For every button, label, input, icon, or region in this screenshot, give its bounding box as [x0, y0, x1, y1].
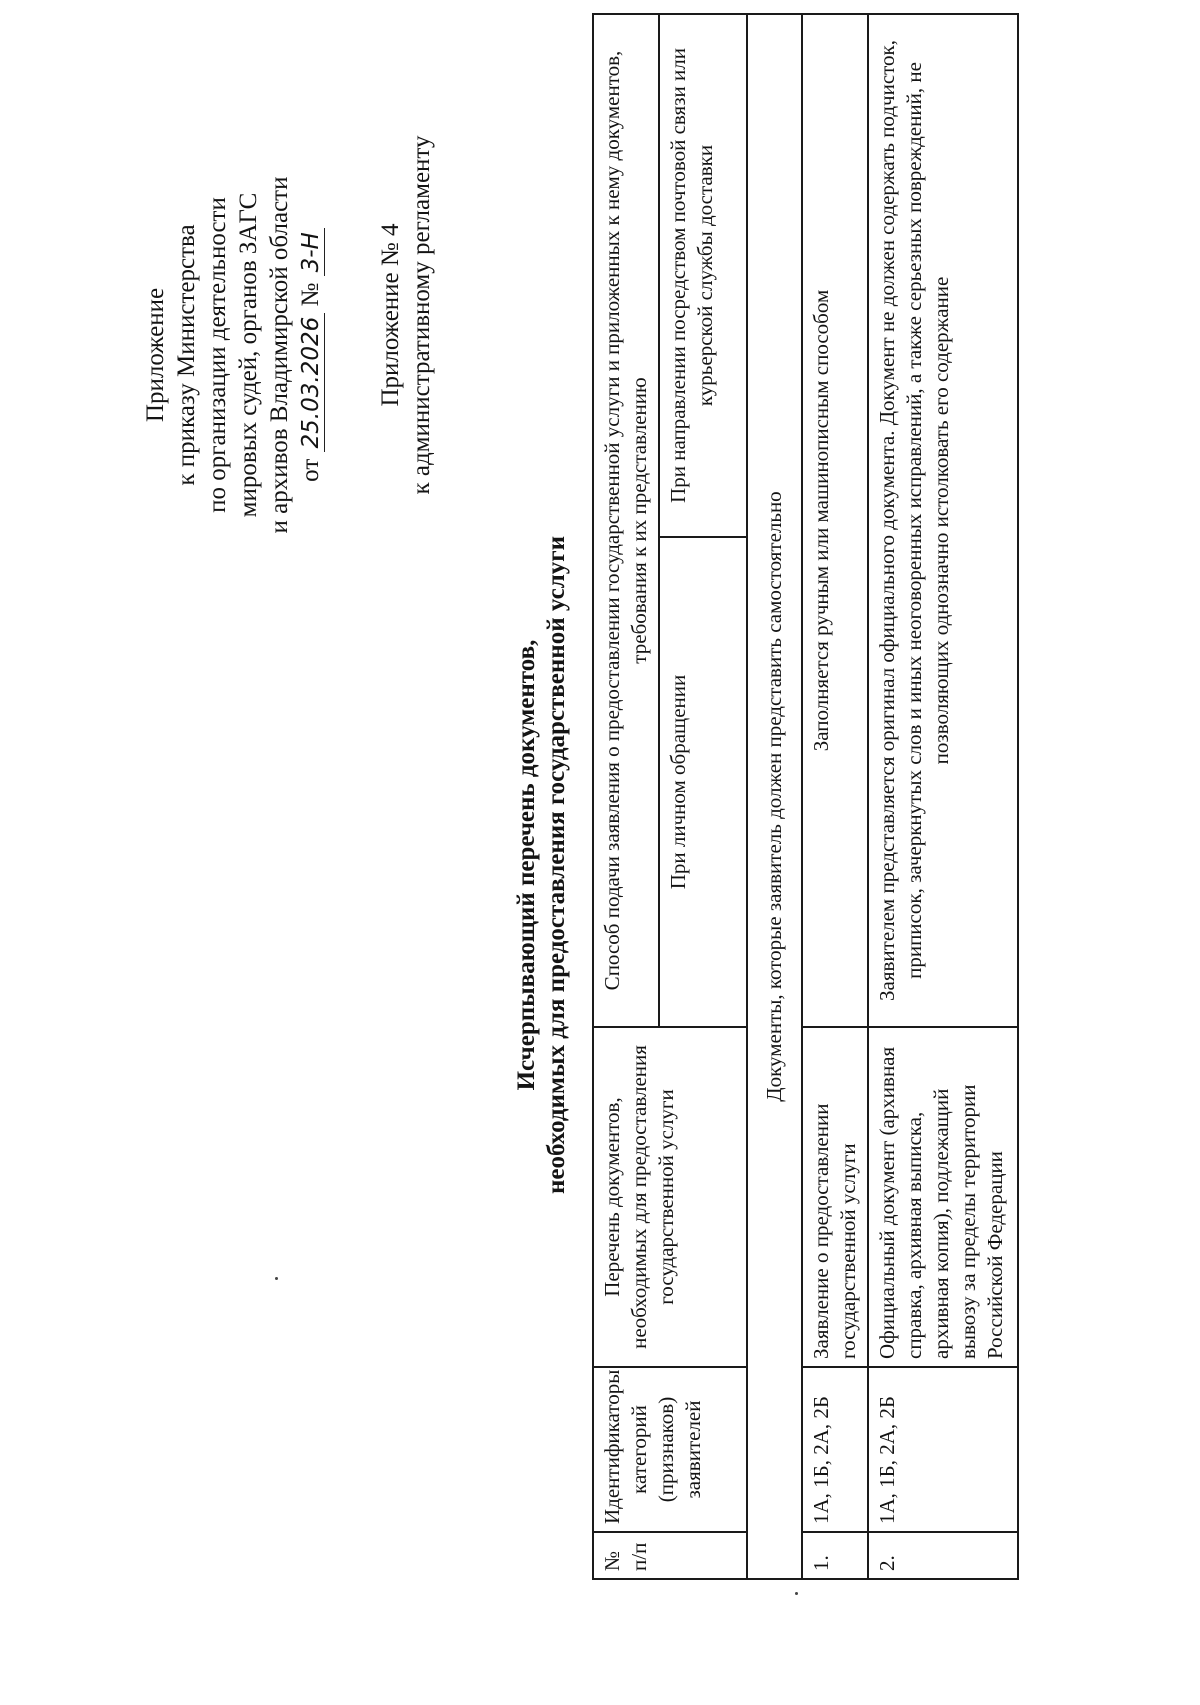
section-title: Документы, которые заявитель должен представить самостоятельно: [747, 14, 802, 1579]
handwritten-number: 3-Н: [298, 228, 325, 276]
table-header-row: [593, 14, 659, 1579]
scan-speck: [275, 1277, 278, 1280]
header-docs-list: Перечень документов, необходимых для предоставления государственной услуги: [593, 1027, 747, 1367]
annex-line: Приложение № 4: [377, 223, 404, 407]
section-row: [747, 14, 802, 1579]
row-requirement: Заявителем представляется оригинал официального документа. Документ не должен содержать подчисток, приписок, зачеркнутых слов и иных неоговоренных исправлений, а также серьезных повреждений, не позволяющих однозначно истолковать его содержание: [868, 14, 1018, 1027]
table-row: [868, 14, 1018, 1579]
approval-header: [140, 75, 327, 635]
annex-line: к административному регламенту: [408, 135, 435, 495]
header-num: № п/п: [593, 1532, 747, 1579]
header-identifiers: Идентификаторы категорий (признаков) заявителей: [593, 1367, 747, 1532]
table-row: [802, 14, 868, 1579]
header-in-person: При личном обращении: [659, 537, 747, 1027]
row-num: 1.: [802, 1532, 868, 1579]
row-ids: 1А, 1Б, 2А, 2Б: [802, 1367, 868, 1532]
row-doc: Заявление о предоставлении государственной услуги: [802, 1027, 868, 1367]
row-ids: 1А, 1Б, 2А, 2Б: [868, 1367, 1018, 1532]
header-date-line: [295, 75, 327, 635]
from-prefix: от: [297, 458, 324, 482]
header-by-post: При направлении посредством почтовой связи или курьерской службы доставки: [659, 14, 747, 537]
title-line: необходимых для предоставления государственной услуги: [543, 536, 570, 1194]
header-line: и архивов Владимирской области: [266, 176, 293, 534]
number-prefix: №: [297, 282, 324, 307]
row-num: 2.: [868, 1532, 1018, 1579]
annex-label: [375, 75, 437, 555]
header-line: по организации деятельности: [204, 197, 231, 513]
header-line: к приказу Министерства: [173, 224, 200, 486]
documents-table: [592, 13, 1019, 1580]
row-requirement: Заполняется ручным или машинописным способом: [802, 14, 868, 1027]
scan-speck: [795, 1592, 798, 1595]
header-line: Приложение: [142, 287, 169, 423]
handwritten-date: 25.03.2026: [298, 313, 325, 453]
title-line: Исчерпывающий перечень документов,: [513, 639, 540, 1091]
header-line: мировых судей, органов ЗАГС: [235, 192, 262, 518]
header-method: Способ подачи заявления о предоставлении государственной услуги и приложенных к нему документов, требования к их представлению: [593, 14, 659, 1027]
document-title: [512, 205, 572, 1525]
row-doc: Официальный документ (архивная справка, архивная выписка, архивная копия), подлежащий вывозу за пределы территории Российской Федерации: [868, 1027, 1018, 1367]
